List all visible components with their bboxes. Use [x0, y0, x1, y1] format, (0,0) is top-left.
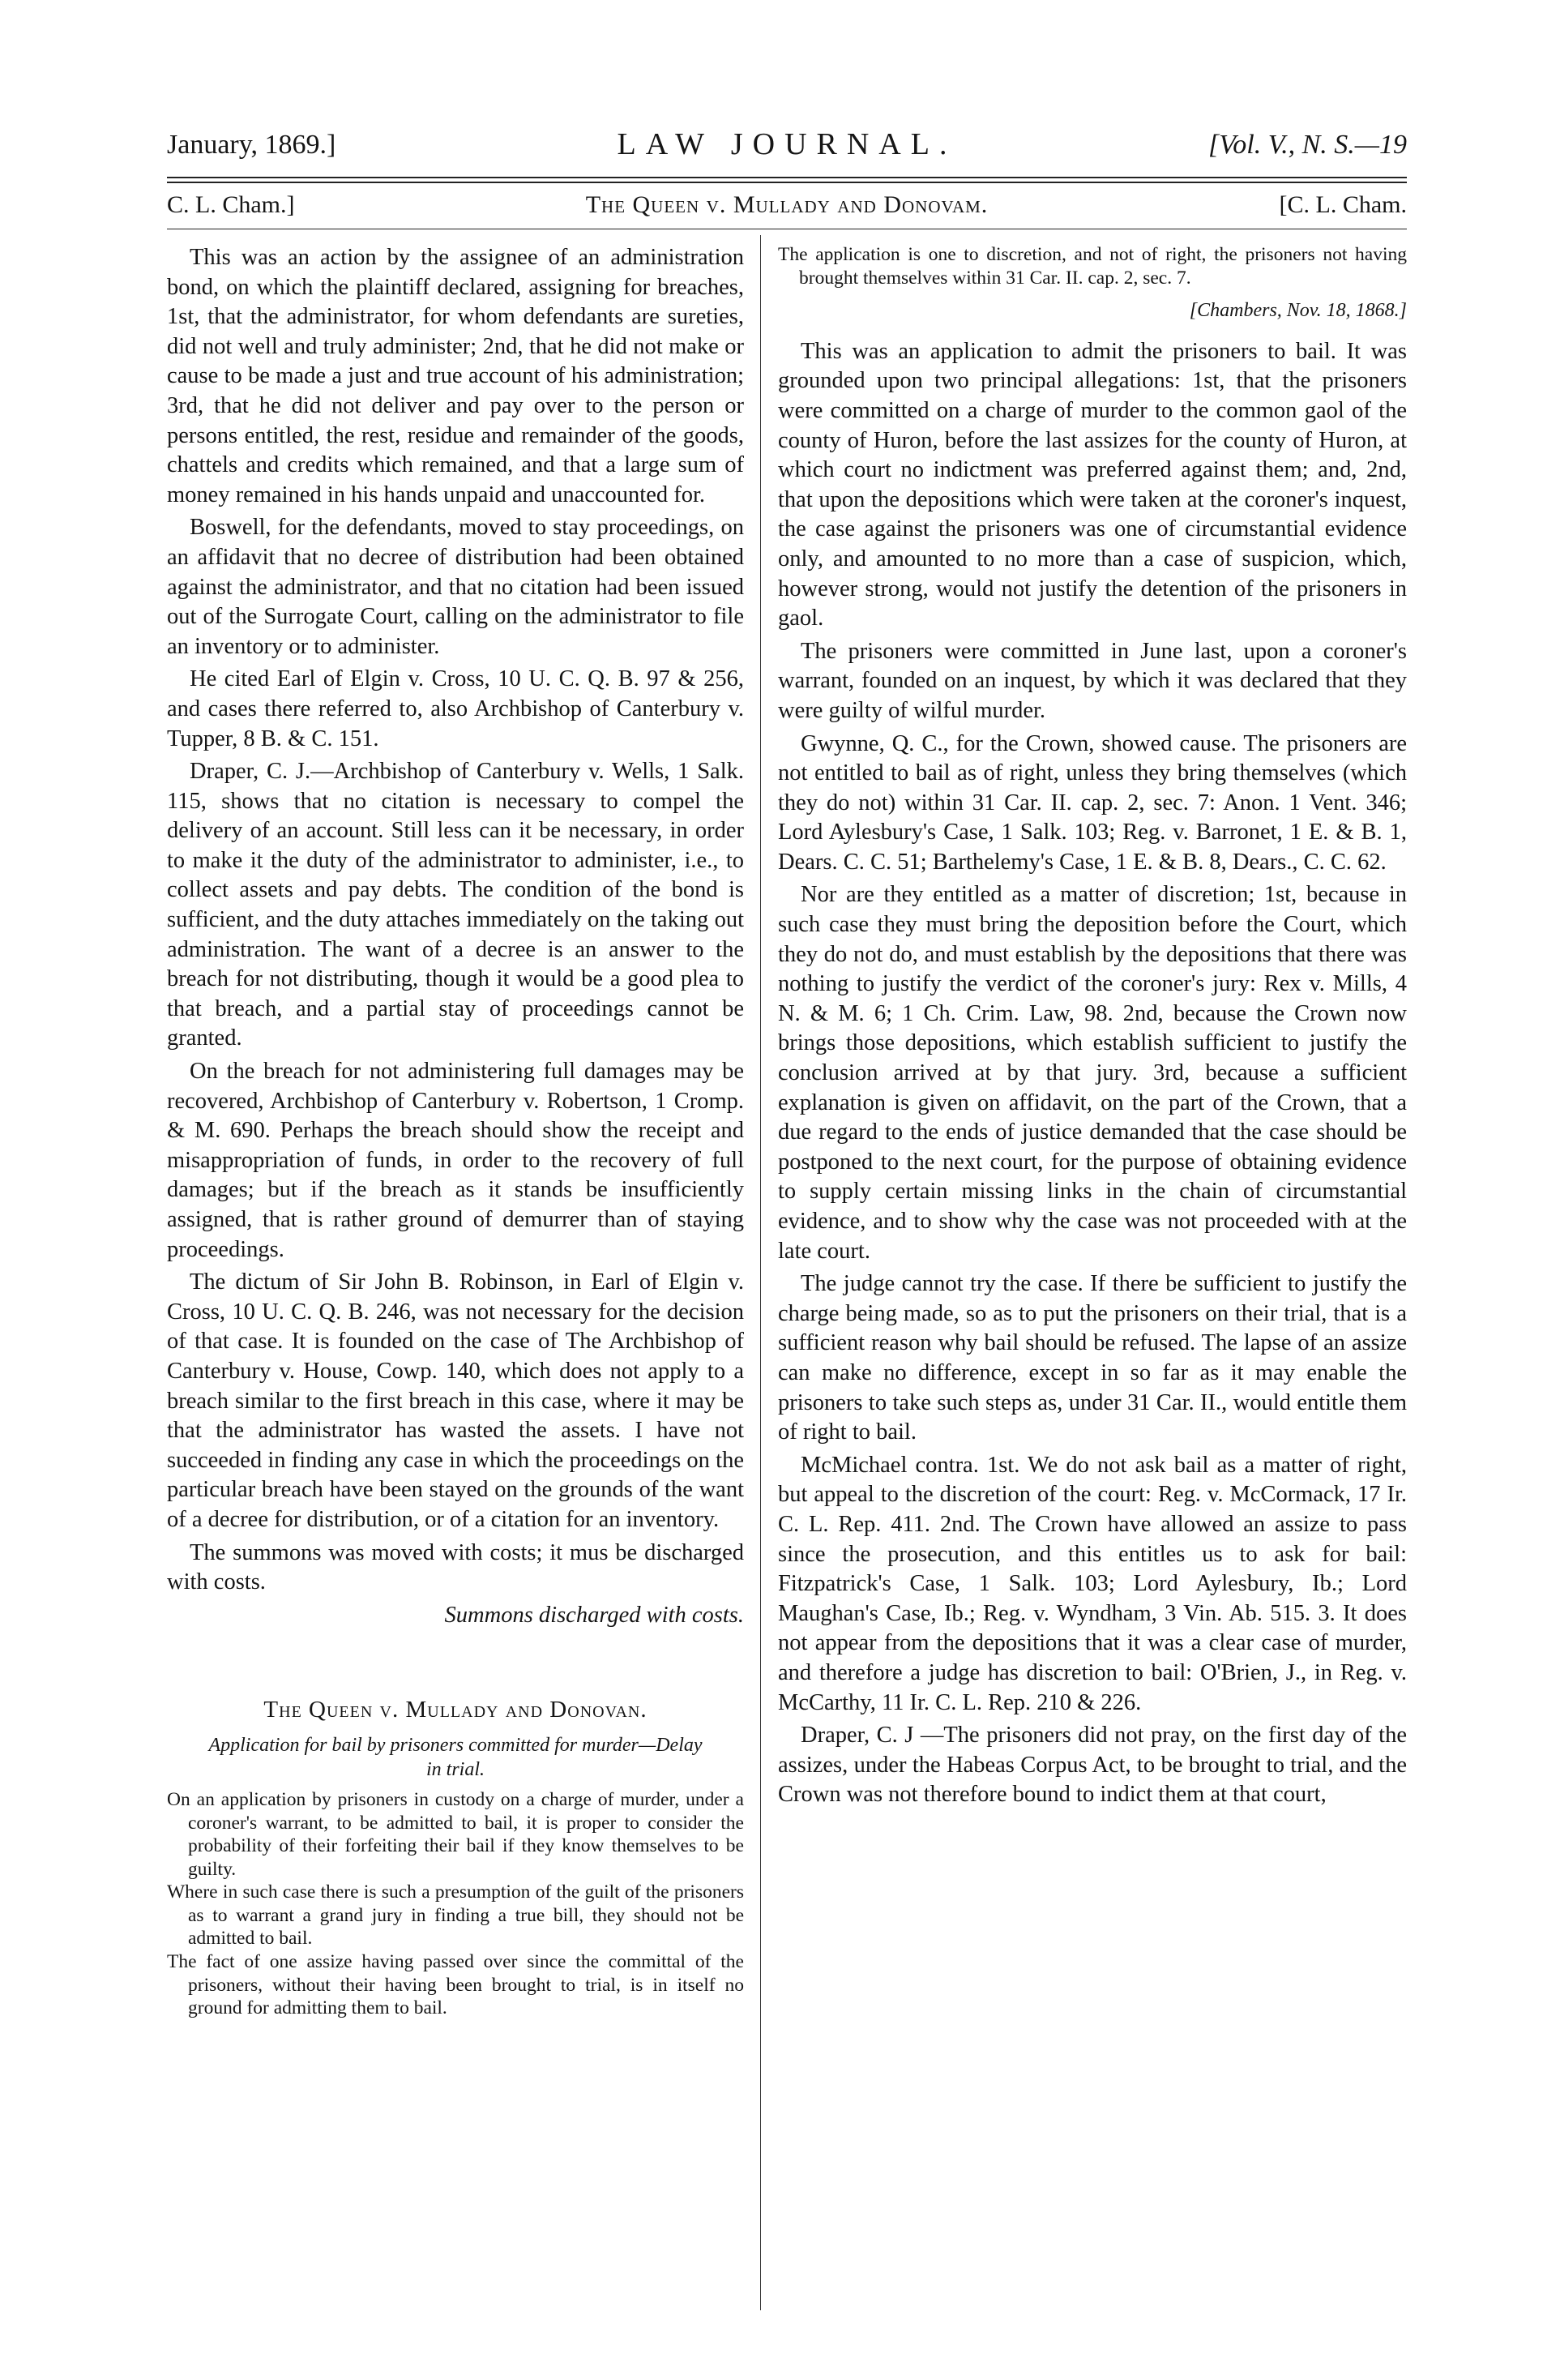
paragraph: He cited Earl of Elgin v. Cross, 10 U. C. Q. B. 97 & 256, and cases there referred to, also Archbishop of Canterbury v. Tupper, 8 B. & C. 151.	[167, 666, 744, 751]
paragraph: The summons was moved with costs; it mus be discharged with costs.	[167, 1539, 744, 1595]
headnote: Where in such case there is such a presumption of the guilt of the prisoners as to warrant a grand jury in finding a true bill, they should not be admitted to bail.	[167, 1881, 744, 1950]
paragraph: Gwynne, Q. C., for the Crown, showed cause. The prisoners are not entitled to bail as of right, unless they bring themselves (which they do not) within 31 Car. II. cap. 2, sec. 7: Anon. 1 Vent. 346; Lord Aylesbury's Case, 1 Salk. 103; Reg. v. Barronet, 1 E. & B. 1, Dears. C. C. 51; Barthelemy's Case, 1 E. & B. 8, Dears., C. C. 62.	[778, 730, 1407, 875]
headnote: The application is one to discretion, and not of right, the prisoners not having brought themselves within 31 Car. II. cap. 2, sec. 7.	[778, 244, 1407, 289]
header-rule-bottom	[167, 182, 1407, 183]
paragraph: Nor are they entitled as a matter of discretion; 1st, because in such case they must bring the deposition before the Court, which they do not do, and must establish by the depositions that there was nothing to justify the verdict of the coroner's jury: Rex v. Mills, 4 N. & M. 6; 1 Ch. Crim. Law, 98. 2nd, because the Crown now brings those depositions, which establish sufficient to justify the conclusion arrived at by that jury. 3rd, because a sufficient explanation is given on affidavit, on the part of the Crown, that a due regard to the ends of justice demanded that the case should be postponed to the next court, for the purpose of obtaining evidence to supply certain missing links in the chain of circumstantial evidence, and to show why the case was not proceeded with at the late court.	[778, 882, 1407, 1264]
headnotes	[167, 1788, 744, 2020]
case-title: The Queen v. Mullady and Donovan.	[263, 1697, 648, 1723]
column-divider	[760, 235, 761, 2310]
running-head	[167, 123, 1407, 172]
issue-date: January, 1869.]	[167, 130, 336, 160]
paragraph: Boswell, for the defendants, moved to stay proceedings, on an affidavit that no decree of distribution had been obtained against the administrator, and that no citation had been issued out of the Surrogate Court, calling on the administrator to file an inventory or to administer.	[167, 515, 744, 659]
paragraph: On the breach for not administering full damages may be recovered, Archbishop of Canterbury v. Robertson, 1 Cromp. & M. 690. Perhaps the breach should show the receipt and misappropriation of funds, in order to the recovery of full damages; but if the breach as it stands be insufficiently assigned, that is rather ground of demurrer than of staying proceedings.	[167, 1059, 744, 1262]
header-rule-top	[167, 177, 1407, 178]
headnote: On an application by prisoners in custody on a charge of murder, under a coroner's warrant, to be admitted to bail, it is proper to consider the probability of their forfeiting their bail if they know themselves to be guilty.	[167, 1788, 744, 1880]
paragraph: Draper, C. J.—Archbishop of Canterbury v. Wells, 1 Salk. 115, shows that no citation is necessary to compel the delivery of an account. Still less can it be necessary, in order to make it the duty of the administrator to administer, i.e., to collect assets and pay debts. The condition of the bond is sufficient, and the duty attaches immediately on the taking out administration. The want of a decree is an answer to the breach for not distributing, though it would be a good plea to that breach, and a partial stay of proceedings cannot be granted.	[167, 759, 744, 1051]
paragraph: Draper, C. J —The prisoners did not pray, on the first day of the assizes, under the Habeas Corpus Act, to be brought to trial, and the Crown was not therefore bound to indict them at that court,	[778, 1723, 1407, 1808]
chambers-date: [Chambers, Nov. 18, 1868.]	[1189, 300, 1407, 322]
journal-title: LAW JOURNAL.	[617, 127, 957, 161]
case-running-title: The Queen v. Mullady and Donovam.	[585, 191, 989, 218]
case-subtitle: Application for bail by prisoners committed for murder—Delay in trial.	[208, 1734, 703, 1780]
volume-page: [Vol. V., N. S.—19	[1208, 130, 1407, 160]
section-head	[167, 191, 1407, 227]
paragraph: This was an application to admit the prisoners to bail. It was grounded upon two principal allegations: 1st, that the prisoners were committed on a charge of murder to the common gaol of the county of Huron, before the last assizes for the county of Huron, at which court no indictment was preferred against them; and, 2nd, that upon the depositions which were taken at the coroner's inquest, the case against the prisoners was one of circumstantial evidence only, and amounted to no more than a case of suspicion, which, however strong, would not justify the detention of the prisoners in gaol.	[778, 338, 1407, 631]
paragraph: This was an action by the assignee of an administration bond, on which the plaintiff declared, assigning for breaches, 1st, that the administrator, for whom defendants are sureties, did not well and truly administer; 2nd, that he did not make or cause to be made a just and true account of his administration; 3rd, that he did not deliver and pay over to the person or persons entitled, the rest, residue and remainder of the goods, chattels and credits which remained, and that a large sum of money remained in his hands unpaid and unaccounted for.	[167, 245, 744, 507]
paragraph: McMichael contra. 1st. We do not ask bail as a matter of right, but appeal to the discretion of the court: Reg. v. McCormack, 17 Ir. C. L. Rep. 411. 2nd. The Crown have allowed an assize to pass since the prosecution, and this entitles us to ask for bail: Fitzpatrick's Case, 1 Salk. 103; Lord Aylesbury, Ib.; Lord Maughan's Case, Ib.; Reg. v. Wyndham, 3 Vin. Ab. 515. 3. It does not appear from the depositions that it was a clear case of murder, and therefore a judge has discretion to bail: O'Brien, J., in Reg. v. McCarthy, 11 Ir. C. L. Rep. 210 & 226.	[778, 1452, 1407, 1715]
right-column	[778, 243, 1407, 1813]
court-right: [C. L. Cham.	[1279, 191, 1407, 218]
left-column	[167, 243, 744, 2020]
paragraph: The dictum of Sir John B. Robinson, in Earl of Elgin v. Cross, 10 U. C. Q. B. 246, was not necessary for the decision of that case. It is founded on the case of The Archbishop of Canterbury v. House, Cowp. 140, which does not apply to a breach similar to the first breach in this case, where it may be that the administrator has wasted the assets. I have not succeeded in finding any case in which the proceedings on the particular breach have been stayed on the grounds of the want of a decree for distribution, or of a citation for an inventory.	[167, 1269, 744, 1532]
court-left: C. L. Cham.]	[167, 191, 295, 218]
paragraph: The judge cannot try the case. If there be sufficient to justify the charge being made, so as to put the prisoners on their trial, that is a sufficient reason why bail should be refused. The lapse of an assize can make no difference, except in so far as it may enable the prisoners to take such steps as, under 31 Car. II., would entitle them of right to bail.	[778, 1271, 1407, 1445]
order-line: Summons discharged with costs.	[444, 1602, 744, 1628]
paragraph: The prisoners were committed in June last, upon a coroner's warrant, founded on an inquest, by which it was declared that they were guilty of wilful murder.	[778, 638, 1407, 723]
headnote-continued	[778, 243, 1407, 289]
headnote: The fact of one assize having passed over since the committal of the prisoners, without their having been brought to trial, is in itself no ground for admitting them to bail.	[167, 1951, 744, 2019]
